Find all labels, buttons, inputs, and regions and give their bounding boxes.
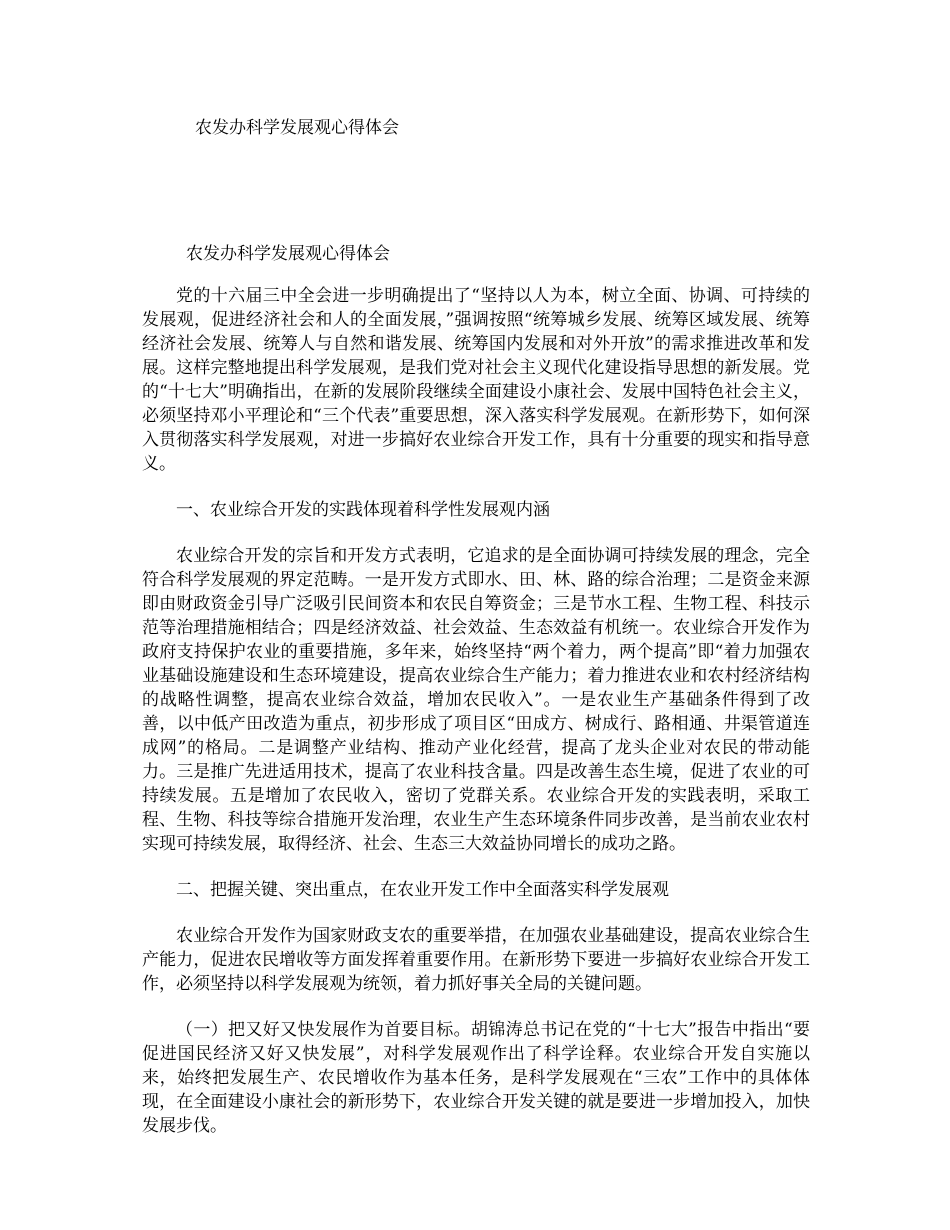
paragraph-subsection-1: （一）把又好又快发展作为首要目标。胡锦涛总书记在党的“十七大”报告中指出“要促进国民经济又好又快发展”，对科学发展观作出了科学诠释。农业综合开发自实施以来，始终把发展生产、农民增收作为基本任务，是科学发展观在“三农”工作中的具体体现，在全面建设小康社会的新形势下，农业综合开发关键的就是要进一步增加投入，加快发展步伐。	[142, 1020, 810, 1136]
section-heading-1: 一、农业综合开发的实践体现着科学性发展观内涵	[176, 500, 550, 520]
document-title: 农发办科学发展观心得体会	[186, 244, 390, 264]
paragraph-section-2: 农业综合开发作为国家财政支农的重要举措，在加强农业基础建设，提高农业综合生产能力，促进农民增收等方面发挥着重要作用。在新形势下要进一步搞好农业综合开发工作，必须坚持以科学发展观为统领，着力抓好事关全局的关键问题。	[142, 926, 810, 994]
section-heading-2: 二、把握关键、突出重点，在农业开发工作中全面落实科学发展观	[176, 880, 669, 900]
page-header-title: 农发办科学发展观心得体会	[195, 118, 399, 138]
paragraph-section-1: 农业综合开发的宗旨和开发方式表明，它追求的是全面协调可持续发展的理念，完全符合科学发展观的界定范畴。一是开发方式即水、田、林、路的综合治理；二是资金来源即由财政资金引导广泛吸引民间资本和农民自筹资金；三是节水工程、生物工程、科技示范等治理措施相结合；四是经济效益、社会效益、生态效益有机统一。农业综合开发作为政府支持保护农业的重要措施，多年来，始终坚持“两个着力，两个提高”即“着力加强农业基础设施建设和生态环境建设，提高农业综合生产能力；着力推进农业和农村经济结构的战略性调整，提高农业综合效益，增加农民收入”。一是农业生产基础条件得到了改善，以中低产田改造为重点，初步形成了项目区“田成方、树成行、路相通、井渠管道连成网”的格局。二是调整产业结构、推动产业化经营，提高了龙头企业对农民的带动能力。三是推广先进适用技术，提高了农业科技含量。四是改善生态生境，促进了农业的可持续发展。五是增加了农民收入，密切了党群关系。农业综合开发的实践表明，采取工程、生物、科技等综合措施开发治理，农业生产生态环境条件同步改善，是当前农业农村实现可持续发展，取得经济、社会、生态三大效益协同增长的成功之路。	[142, 546, 810, 854]
paragraph-intro: 党的十六届三中全会进一步明确提出了“坚持以人为本，树立全面、协调、可持续的发展观，促进经济社会和人的全面发展，”强调按照“统筹城乡发展、统筹区域发展、统筹经济社会发展、统筹人与自然和谐发展、统筹国内发展和对外开放”的需求推进改革和发展。这样完整地提出科学发展观，是我们党对社会主义现代化建设指导思想的新发展。党的“十七大”明确指出，在新的发展阶段继续全面建设小康社会、发展中国特色社会主义，必须坚持邓小平理论和“三个代表”重要思想，深入落实科学发展观。在新形势下，如何深入贯彻落实科学发展观，对进一步搞好农业综合开发工作，具有十分重要的现实和指导意义。	[142, 286, 810, 474]
document-body	[142, 284, 810, 1160]
